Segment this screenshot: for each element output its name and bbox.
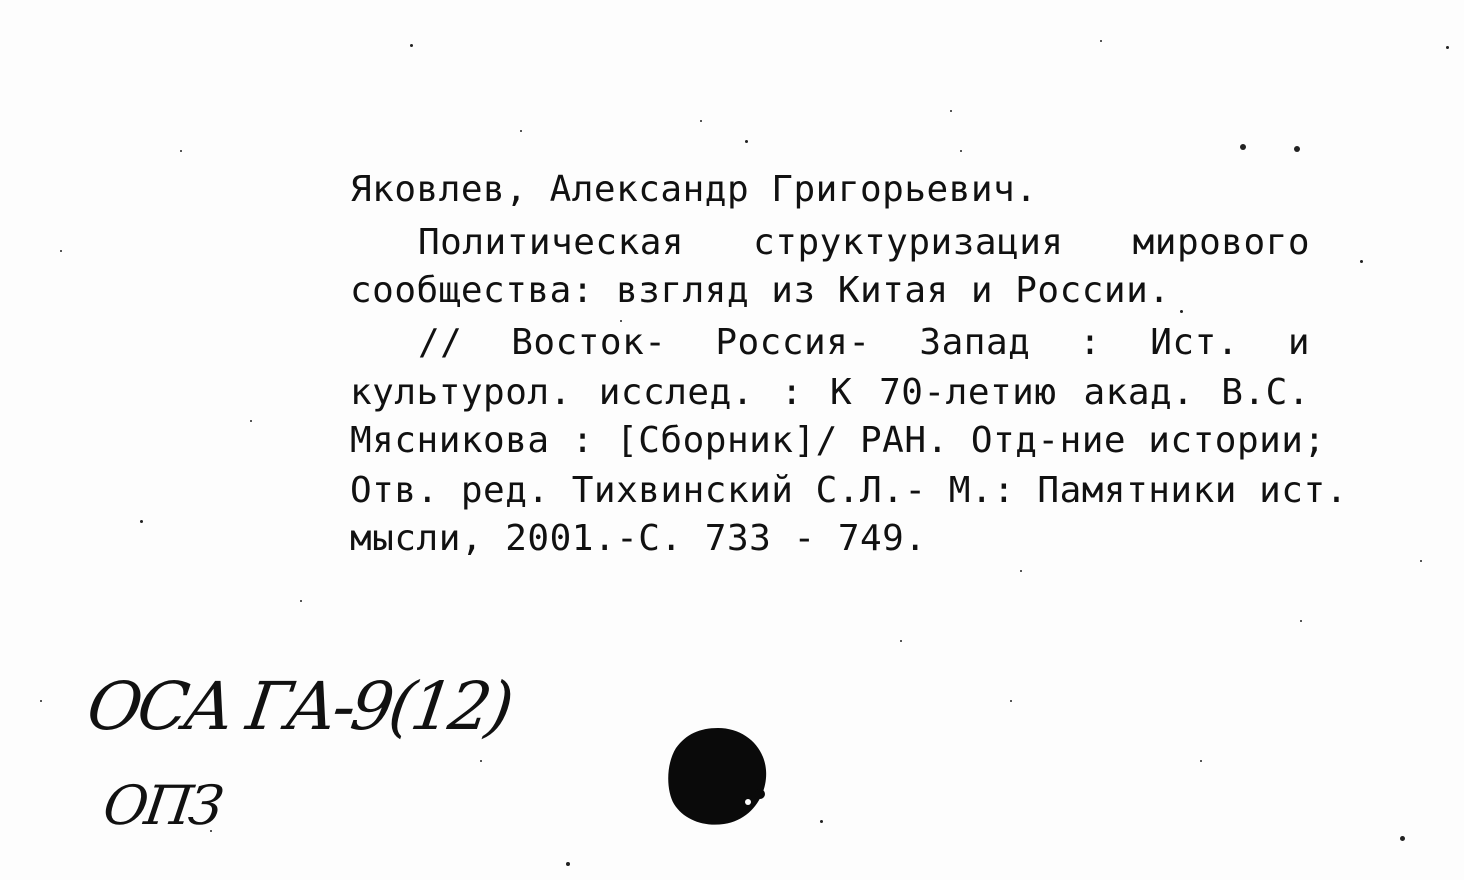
- title-line-2: сообщества: взгляд из Китая и России.: [350, 270, 1171, 311]
- scan-speck: [1420, 560, 1422, 562]
- source-line-1: // Восток- Россия- Запад : Ист. и: [418, 322, 1310, 363]
- scan-speck: [1446, 46, 1449, 49]
- author-heading: Яковлев, Александр Григорьевич.: [350, 169, 1038, 210]
- scan-speck: [180, 150, 182, 152]
- scan-speck: [60, 250, 62, 252]
- scan-speck: [1360, 260, 1363, 263]
- scan-speck: [1200, 760, 1202, 762]
- source-line-3: Мясникова : [Сборник]/ РАН. Отд-ние истории;: [350, 420, 1326, 461]
- scan-speck: [40, 700, 42, 702]
- handwritten-dept-code: ОПЗ: [99, 774, 225, 837]
- scan-speck: [410, 44, 413, 47]
- scan-speck: [1100, 40, 1102, 42]
- scan-speck: [1300, 620, 1302, 622]
- scan-speck: [566, 862, 570, 866]
- handwritten-shelf-code: ОСА ГА-9(12): [82, 668, 515, 745]
- scan-speck: [950, 110, 952, 112]
- scan-speck: [1294, 146, 1300, 152]
- scan-speck: [900, 640, 902, 642]
- scan-speck: [1020, 570, 1022, 572]
- scan-speck: [960, 150, 962, 152]
- source-line-4: Отв. ред. Тихвинский С.Л.- М.: Памятники ист.: [350, 470, 1348, 511]
- scan-speck: [300, 600, 302, 602]
- scan-speck: [140, 520, 143, 523]
- title-line-1: Политическая структуризация мирового: [418, 222, 1310, 263]
- scan-speck: [1400, 836, 1405, 841]
- scan-speck: [745, 140, 748, 143]
- scan-speck: [250, 420, 252, 422]
- punch-hole-icon: [664, 724, 772, 828]
- scan-speck: [520, 130, 522, 132]
- scan-speck: [820, 820, 823, 823]
- scan-speck: [700, 120, 702, 122]
- scan-speck: [1240, 144, 1246, 150]
- source-line-2: культурол. исслед. : К 70-летию акад. В.С.: [350, 372, 1310, 413]
- source-line-5: мысли, 2001.-С. 733 - 749.: [350, 518, 927, 559]
- scan-speck: [1010, 700, 1012, 702]
- scan-speck: [480, 760, 482, 762]
